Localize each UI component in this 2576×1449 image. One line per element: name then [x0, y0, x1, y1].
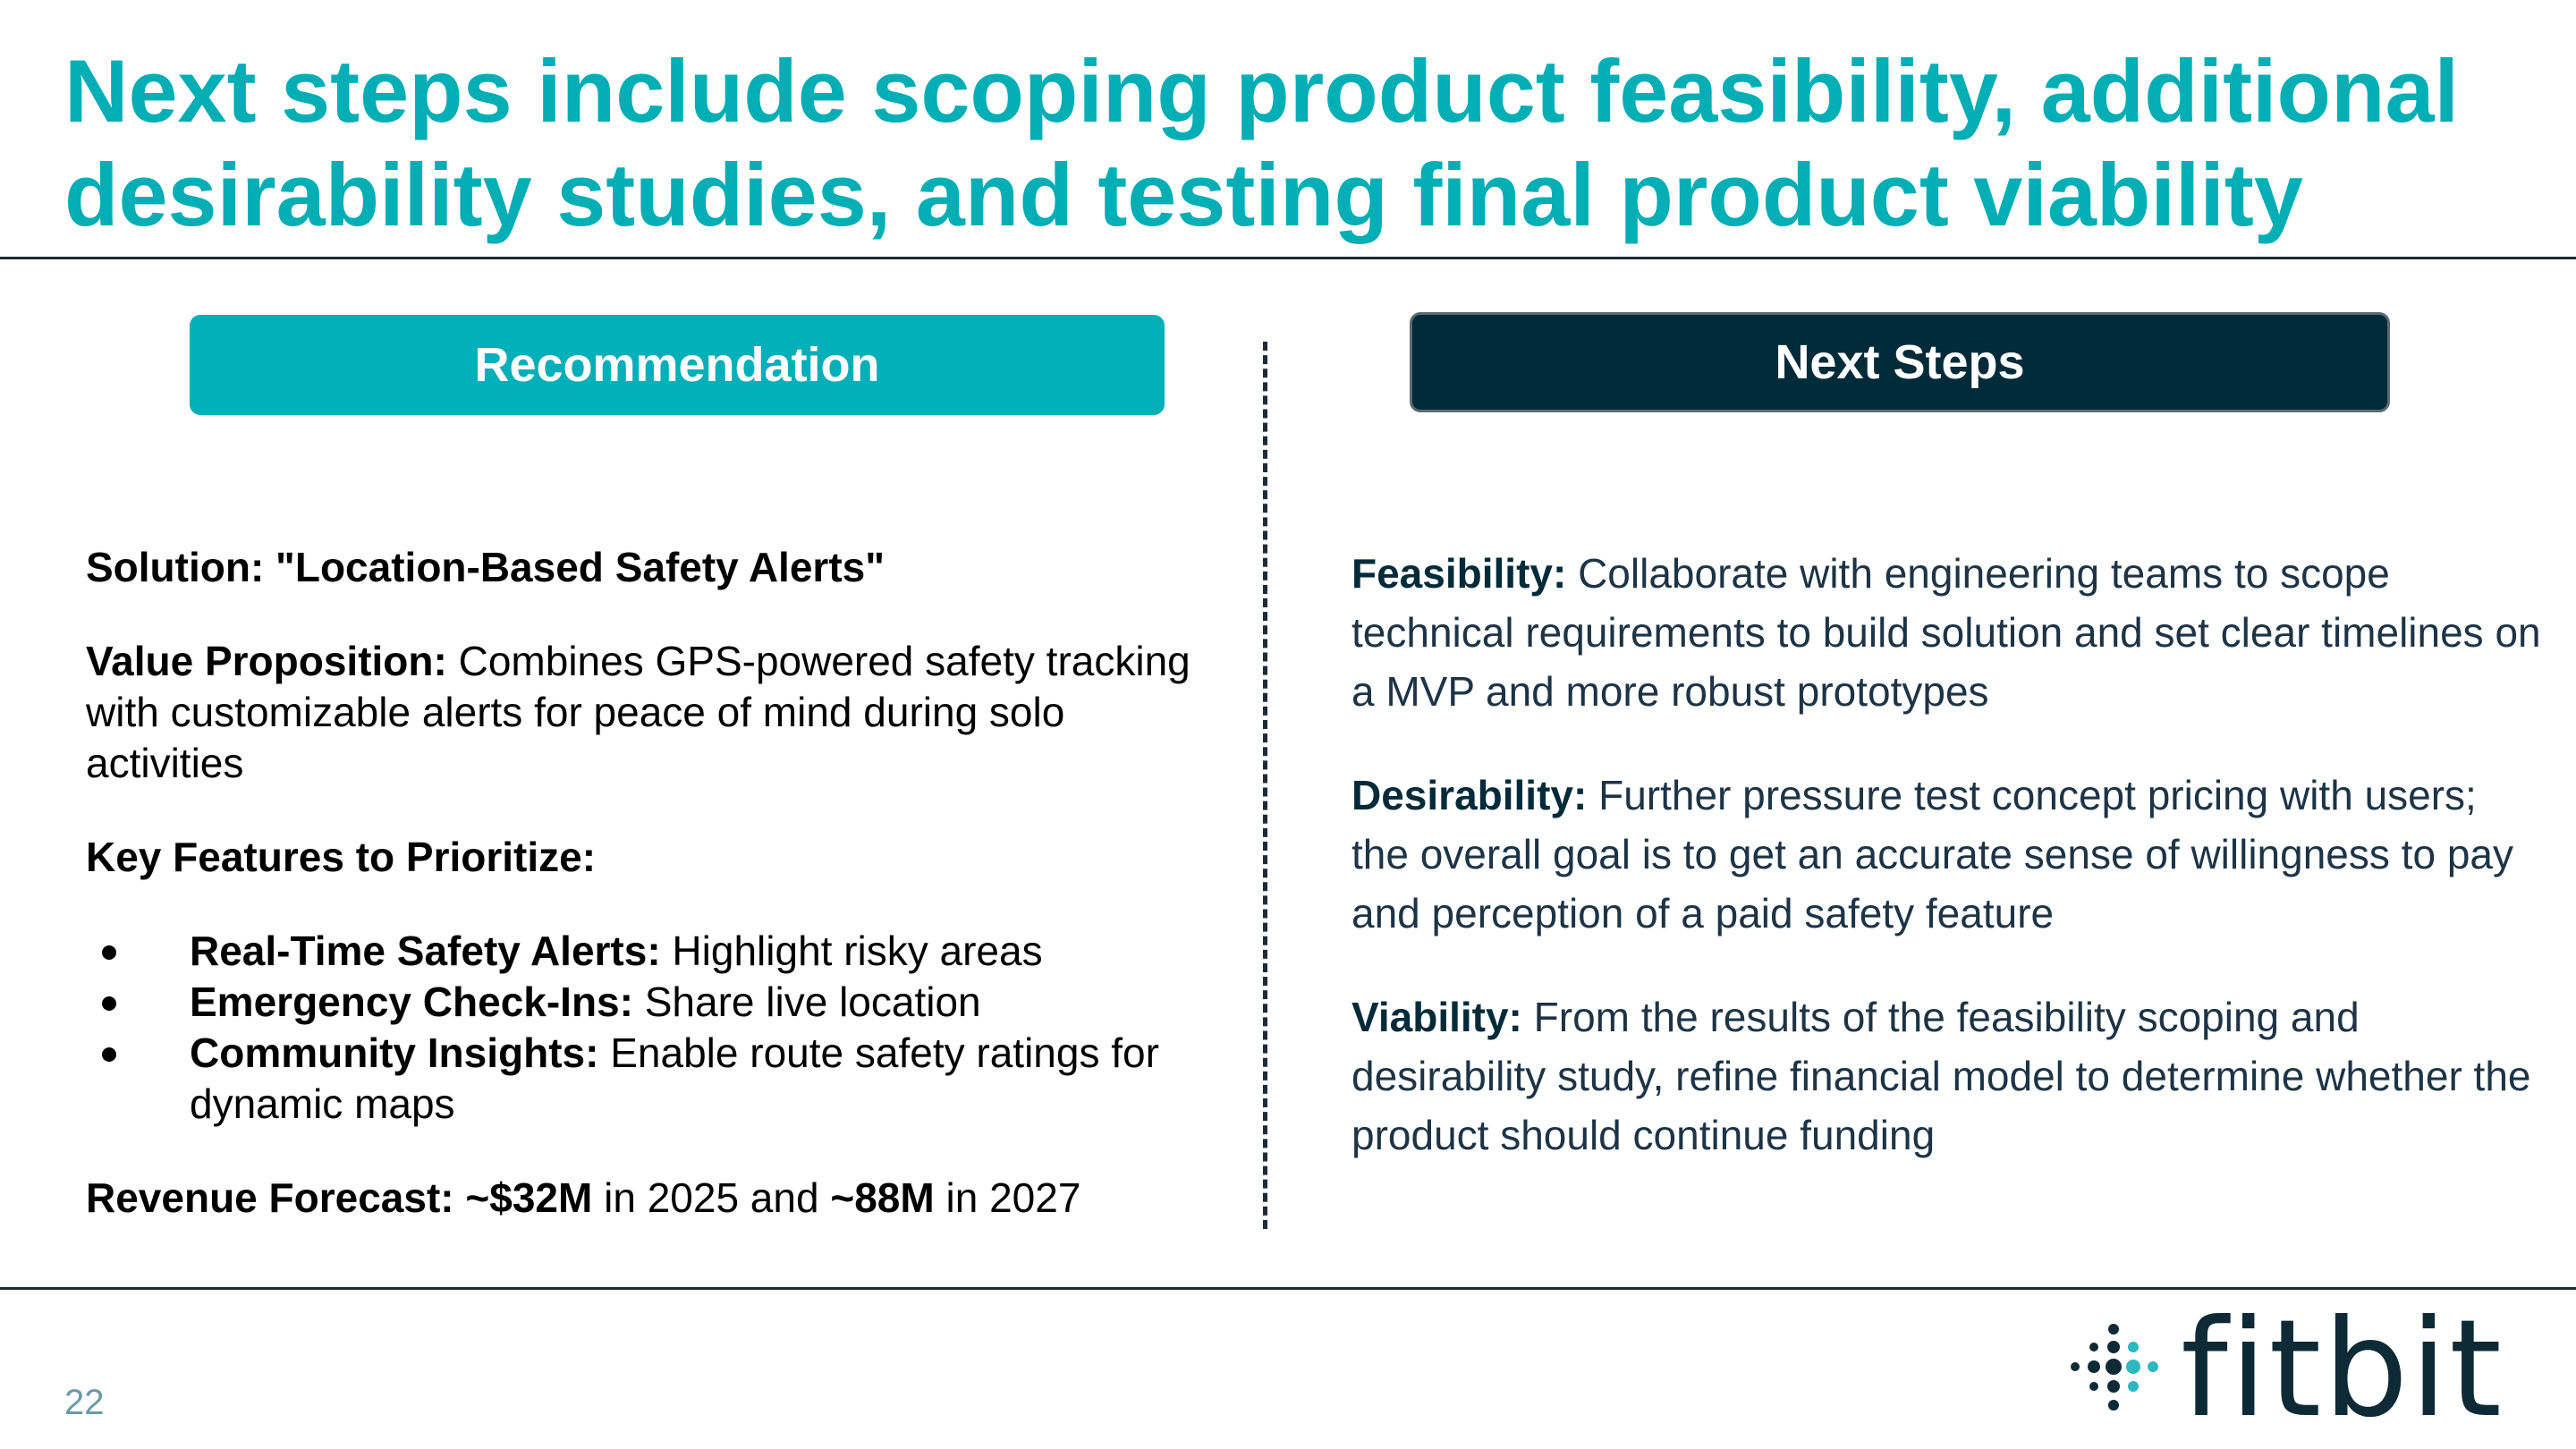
feature-item [86, 1028, 1231, 1130]
page-number: 22 [64, 1383, 105, 1422]
value-proposition-text: Combines GPS-powered safety tracking with customizable alerts for peace of mind during solo activities [86, 638, 1191, 786]
feature-item [86, 926, 1231, 977]
fitbit-wordmark: fitbit [2181, 1292, 2504, 1447]
revenue-forecast [86, 1173, 1231, 1224]
next-step-feasibility [1352, 544, 2541, 721]
fitbit-dots-icon [2064, 1320, 2163, 1419]
solution-line [86, 542, 1231, 593]
next-step-desirability [1352, 766, 2541, 943]
revenue-value-2025: ~$32M [465, 1174, 593, 1221]
next-step-label: Desirability: [1352, 772, 1588, 818]
column-divider [1263, 342, 1267, 1229]
feature-label: Emergency Check-Ins: [190, 979, 633, 1025]
revenue-value-2027: ~88M [830, 1174, 935, 1221]
bullet-icon [102, 1047, 116, 1062]
recommendation-header [190, 315, 1165, 415]
next-step-text: Further pressure test concept pricing with users; the overall goal is to get an accurate sense of willingness to pay and perception of a paid safety feature [1352, 772, 2513, 936]
feature-text: Highlight risky areas [660, 928, 1043, 974]
top-rule [0, 257, 2576, 259]
recommendation-body [86, 542, 1231, 1224]
next-step-text: From the results of the feasibility scoping and desirability study, refine financial model to determine whether the product should continue funding [1352, 994, 2531, 1158]
feature-text: Enable route safety ratings for dynamic maps [190, 1030, 1159, 1127]
bullet-icon [102, 996, 116, 1011]
next-steps-header [1410, 312, 2390, 412]
value-proposition [86, 636, 1231, 789]
revenue-text-2: in 2027 [934, 1174, 1081, 1221]
value-proposition-label: Value Proposition: [86, 638, 447, 684]
feature-list [86, 926, 1231, 1130]
feature-text: Share live location [632, 979, 981, 1025]
key-features-label: Key Features to Prioritize: [86, 834, 597, 880]
fitbit-logo [2064, 1292, 2512, 1447]
revenue-text-1: in 2025 and [592, 1174, 831, 1221]
next-step-label: Feasibility: [1352, 550, 1567, 597]
bullet-icon [102, 945, 116, 960]
next-step-text: Collaborate with engineering teams to scope technical requirements to build solution and set clear timelines on a MVP and more robust prototypes [1352, 550, 2541, 715]
feature-item [86, 977, 1231, 1028]
bottom-rule [0, 1287, 2576, 1290]
next-steps-header-label: Next Steps [1775, 335, 2025, 389]
next-steps-body [1352, 544, 2541, 1165]
key-features-heading [86, 832, 1231, 883]
next-step-viability [1352, 987, 2541, 1165]
feature-label: Community Insights: [190, 1030, 599, 1076]
next-step-label: Viability: [1352, 994, 1522, 1040]
feature-label: Real-Time Safety Alerts: [190, 928, 661, 974]
recommendation-header-label: Recommendation [474, 338, 880, 392]
solution-text: Solution: "Location-Based Safety Alerts" [86, 544, 886, 590]
revenue-label: Revenue Forecast: [86, 1174, 466, 1221]
slide-title: Next steps include scoping product feasibility, additional desirability studies, and testing final product viability [64, 41, 2460, 244]
